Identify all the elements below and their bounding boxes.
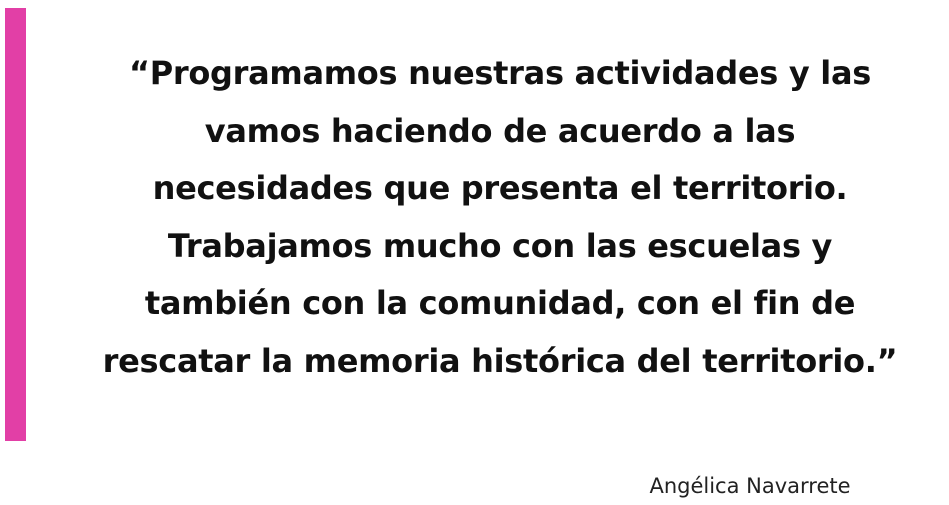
quote-line: vamos haciendo de acuerdo a las [204,111,796,150]
quote-line: necesidades que presenta el territorio. [152,169,848,207]
quote-line: también con la comunidad, con el fin de [144,284,856,322]
quote-author: Angélica Navarrete [649,474,851,498]
quote-text [60,45,940,390]
quote-line: Trabajamos mucho con las escuelas y [167,226,833,265]
quote-line: rescatar la memoria histórica del territorio.” [102,341,898,380]
quote-line: “Programamos nuestras actividades y las [128,54,872,92]
accent-bar [5,8,26,441]
